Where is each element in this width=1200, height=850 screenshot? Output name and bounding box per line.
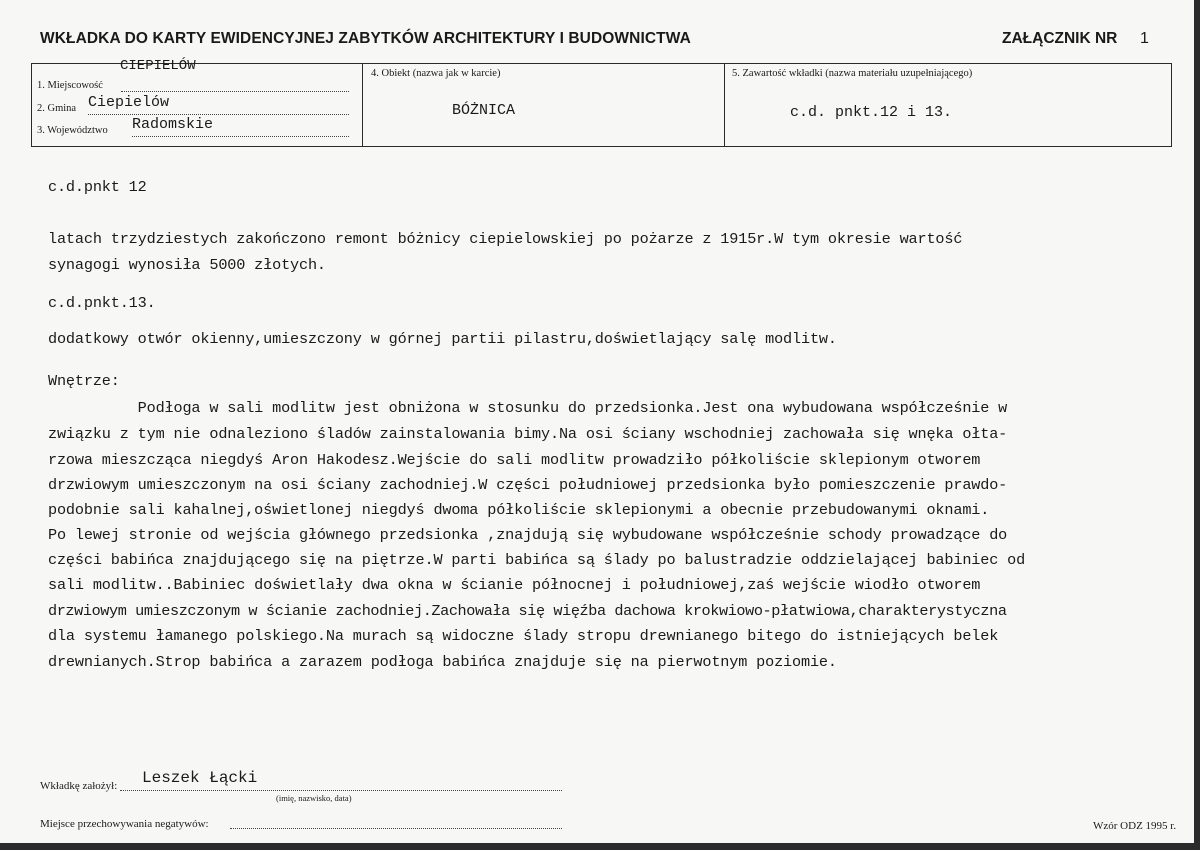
body-line: drzwiowym umieszczonym na osi ściany zachodniej.W części południowej przedsionka było pomieszczenie prawdo- bbox=[48, 476, 1008, 494]
section-12-heading: c.d.pnkt 12 bbox=[48, 178, 147, 196]
body-line: podobnie sali kahalnej,oświetlonej niegdyś dwoma półkoliście sklepionymi a obecnie przebudowanymi oknami. bbox=[48, 501, 990, 519]
commune-dots bbox=[88, 114, 349, 115]
object-value: BÓŻNICA bbox=[452, 102, 516, 119]
locality-label: 1. Miejscowość bbox=[37, 80, 103, 91]
commune-value: Ciepielów bbox=[88, 94, 170, 111]
form-id: Wzór ODZ 1995 r. bbox=[1093, 820, 1177, 832]
body-line: sali modlitw..Babiniec doświetlały dwa okna w ścianie północnej i południowej,zaś wejście wiodło otworem bbox=[48, 576, 981, 594]
header-divider-2 bbox=[724, 63, 725, 147]
body-line: Podłoga w sali modlitw jest obniżona w stosunku do przedsionka.Jest ona wybudowana współcześnie w bbox=[48, 399, 1008, 417]
province-value: Radomskie bbox=[132, 116, 214, 133]
content-value: c.d. pnkt.12 i 13. bbox=[790, 104, 953, 121]
created-by-dots bbox=[120, 790, 562, 791]
object-label: 4. Obiekt (nazwa jak w karcie) bbox=[371, 68, 501, 79]
section-13-heading: c.d.pnkt.13. bbox=[48, 294, 156, 312]
header-box bbox=[31, 63, 1172, 147]
locality-dots bbox=[121, 91, 349, 92]
body-line: dla systemu łamanego polskiego.Na murach są widoczne ślady stropu drewnianego bitego do istniejących belek bbox=[48, 627, 999, 645]
locality-value: CIEPIELÓW bbox=[120, 58, 196, 74]
body-line: Po lewej stronie od wejścia głównego przedsionka ,znajdują się wybudowane współcześnie schody prowadzące do bbox=[48, 526, 1008, 544]
province-dots bbox=[132, 136, 349, 137]
negatives-dots bbox=[230, 828, 562, 829]
body-line: drewnianych.Strop babińca a zarazem podłoga babińca znajduje się na pierwotnym poziomie. bbox=[48, 653, 837, 671]
negatives-label: Miejsce przechowywania negatywów: bbox=[40, 818, 209, 830]
body-line: drzwiowym umieszczonym w ścianie zachodniej.Zachowała się więźba dachowa krokwiowo-płatwiowa,charakterystyczna bbox=[48, 602, 1007, 620]
body-line: części babińca znajdującego się na piętrze.W parti babińca są ślady po balustradzie oddzielającej babiniec od bbox=[48, 551, 1026, 569]
created-by-label: Wkładkę założył: bbox=[40, 780, 118, 792]
interior-heading: Wnętrze: bbox=[48, 372, 120, 390]
created-by-value: Leszek Łącki bbox=[142, 769, 258, 787]
commune-label: 2. Gmina bbox=[37, 103, 77, 114]
body-line: synagogi wynosiła 5000 złotych. bbox=[48, 256, 326, 274]
body-line: latach trzydziestych zakończono remont bóżnicy ciepielowskiej po pożarze z 1915r.W tym okresie wartość bbox=[48, 230, 963, 248]
annex-number: 1 bbox=[1140, 30, 1149, 47]
scan-edge-bottom bbox=[0, 843, 1200, 850]
content-label: 5. Zawartość wkładki (nazwa materiału uzupełniającego) bbox=[732, 68, 973, 79]
body-line: dodatkowy otwór okienny,umieszczony w górnej partii pilastru,doświetlający salę modlitw. bbox=[48, 330, 837, 348]
header-divider-1 bbox=[362, 63, 363, 147]
province-label: 3. Województwo bbox=[37, 125, 108, 136]
annex-label: ZAŁĄCZNIK NR bbox=[1002, 30, 1118, 47]
form-title: WKŁADKA DO KARTY EWIDENCYJNEJ ZABYTKÓW ARCHITEKTURY I BUDOWNICTWA bbox=[40, 30, 691, 47]
body-line: rzowa mieszcząca niegdyś Aron Hakodesz.Wejście do sali modlitw prowadziło półkoliście sklepionym otworem bbox=[48, 451, 981, 469]
body-line: związku z tym nie odnaleziono śladów zainstalowania bimy.Na osi ściany wschodniej zachowała się wnęka ołta- bbox=[48, 425, 1008, 443]
created-by-caption: (imię, nazwisko, data) bbox=[276, 793, 352, 803]
scan-edge-right bbox=[1194, 0, 1200, 850]
